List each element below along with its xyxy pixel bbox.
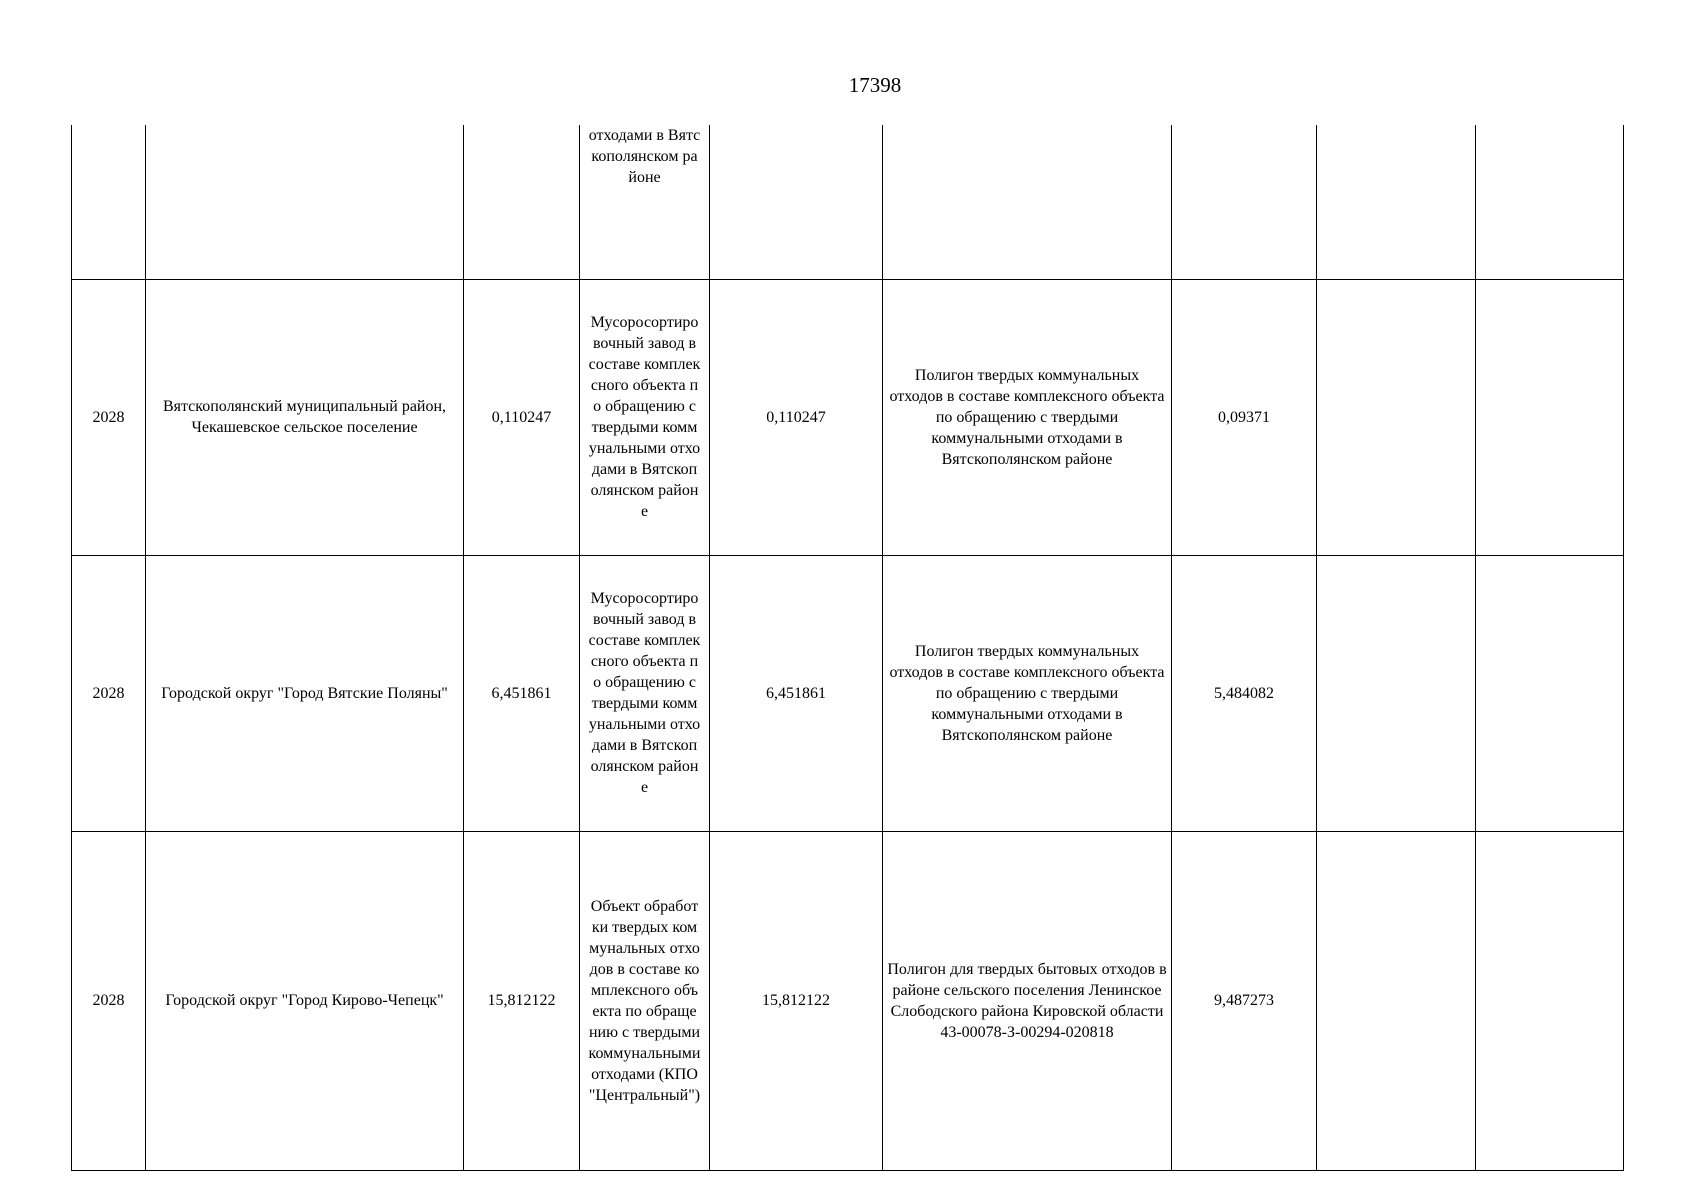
cell-volume-total: 0,110247 bbox=[464, 279, 580, 555]
cell-facility bbox=[580, 831, 710, 1170]
cell-volume-to-facility: 6,451861 bbox=[710, 555, 883, 831]
cell-year: 2028 bbox=[72, 831, 146, 1170]
cell-volume-total: 15,812122 bbox=[464, 831, 580, 1170]
cell-col9 bbox=[1476, 125, 1624, 279]
cell-municipality: Вятскополянский муниципальный район, Чекашевское сельское поселение bbox=[146, 279, 464, 555]
cell-year: 2028 bbox=[72, 279, 146, 555]
cell-volume-to-facility: 0,110247 bbox=[710, 279, 883, 555]
table-row bbox=[72, 555, 1624, 831]
cell-volume-total bbox=[464, 125, 580, 279]
cell-municipality: Городской округ "Город Вятские Поляны" bbox=[146, 555, 464, 831]
page-number: 17398 bbox=[848, 73, 902, 97]
cell-facility bbox=[580, 125, 710, 279]
cell-col8 bbox=[1317, 831, 1476, 1170]
cell-col9 bbox=[1476, 831, 1624, 1170]
cell-volume-to-facility: 15,812122 bbox=[710, 831, 883, 1170]
facility-text: Объект обработки твердых коммунальных отходов в составе комплексного объекта по обращению с твердыми коммунальными отходами (КПО "Центральный") bbox=[588, 897, 701, 1104]
cell-municipality: Городской округ "Город Кирово-Чепецк" bbox=[146, 831, 464, 1170]
facility-text: Мусоросортировочный завод в составе комплексного объекта по обращению с твердыми коммунальными отходами в Вятскополянском районе bbox=[588, 590, 701, 796]
cell-disposal-site bbox=[883, 125, 1172, 279]
cell-municipality bbox=[146, 125, 464, 279]
cell-col8 bbox=[1317, 279, 1476, 555]
cell-volume-to-facility bbox=[710, 125, 883, 279]
cell-volume-disposal bbox=[1172, 125, 1317, 279]
cell-volume-disposal: 5,484082 bbox=[1172, 555, 1317, 831]
cell-col8 bbox=[1317, 125, 1476, 279]
cell-year bbox=[72, 125, 146, 279]
cell-year: 2028 bbox=[72, 555, 146, 831]
cell-col9 bbox=[1476, 555, 1624, 831]
cell-disposal-site: Полигон твердых коммунальных отходов в составе комплексного объекта по обращению с твердыми коммунальными отходами в Вятскополянском районе bbox=[883, 555, 1172, 831]
facility-text: отходами в Вятскополянском районе bbox=[588, 127, 701, 186]
table-row-continued bbox=[72, 125, 1624, 279]
table-row bbox=[72, 279, 1624, 555]
facility-text: Мусоросортировочный завод в составе комплексного объекта по обращению с твердыми коммунальными отходами в Вятскополянском районе bbox=[588, 314, 701, 520]
cell-volume-disposal: 0,09371 bbox=[1172, 279, 1317, 555]
cell-disposal-site: Полигон для твердых бытовых отходов в районе сельского поселения Ленинское Слободского района Кировской области 43-00078-З-00294-020818 bbox=[883, 831, 1172, 1170]
table-row bbox=[72, 831, 1624, 1170]
cell-volume-total: 6,451861 bbox=[464, 555, 580, 831]
cell-col8 bbox=[1317, 555, 1476, 831]
cell-facility bbox=[580, 555, 710, 831]
cell-facility bbox=[580, 279, 710, 555]
cell-col9 bbox=[1476, 279, 1624, 555]
waste-flow-table bbox=[71, 125, 1624, 1171]
cell-volume-disposal: 9,487273 bbox=[1172, 831, 1317, 1170]
cell-disposal-site: Полигон твердых коммунальных отходов в составе комплексного объекта по обращению с твердыми коммунальными отходами в Вятскополянском районе bbox=[883, 279, 1172, 555]
